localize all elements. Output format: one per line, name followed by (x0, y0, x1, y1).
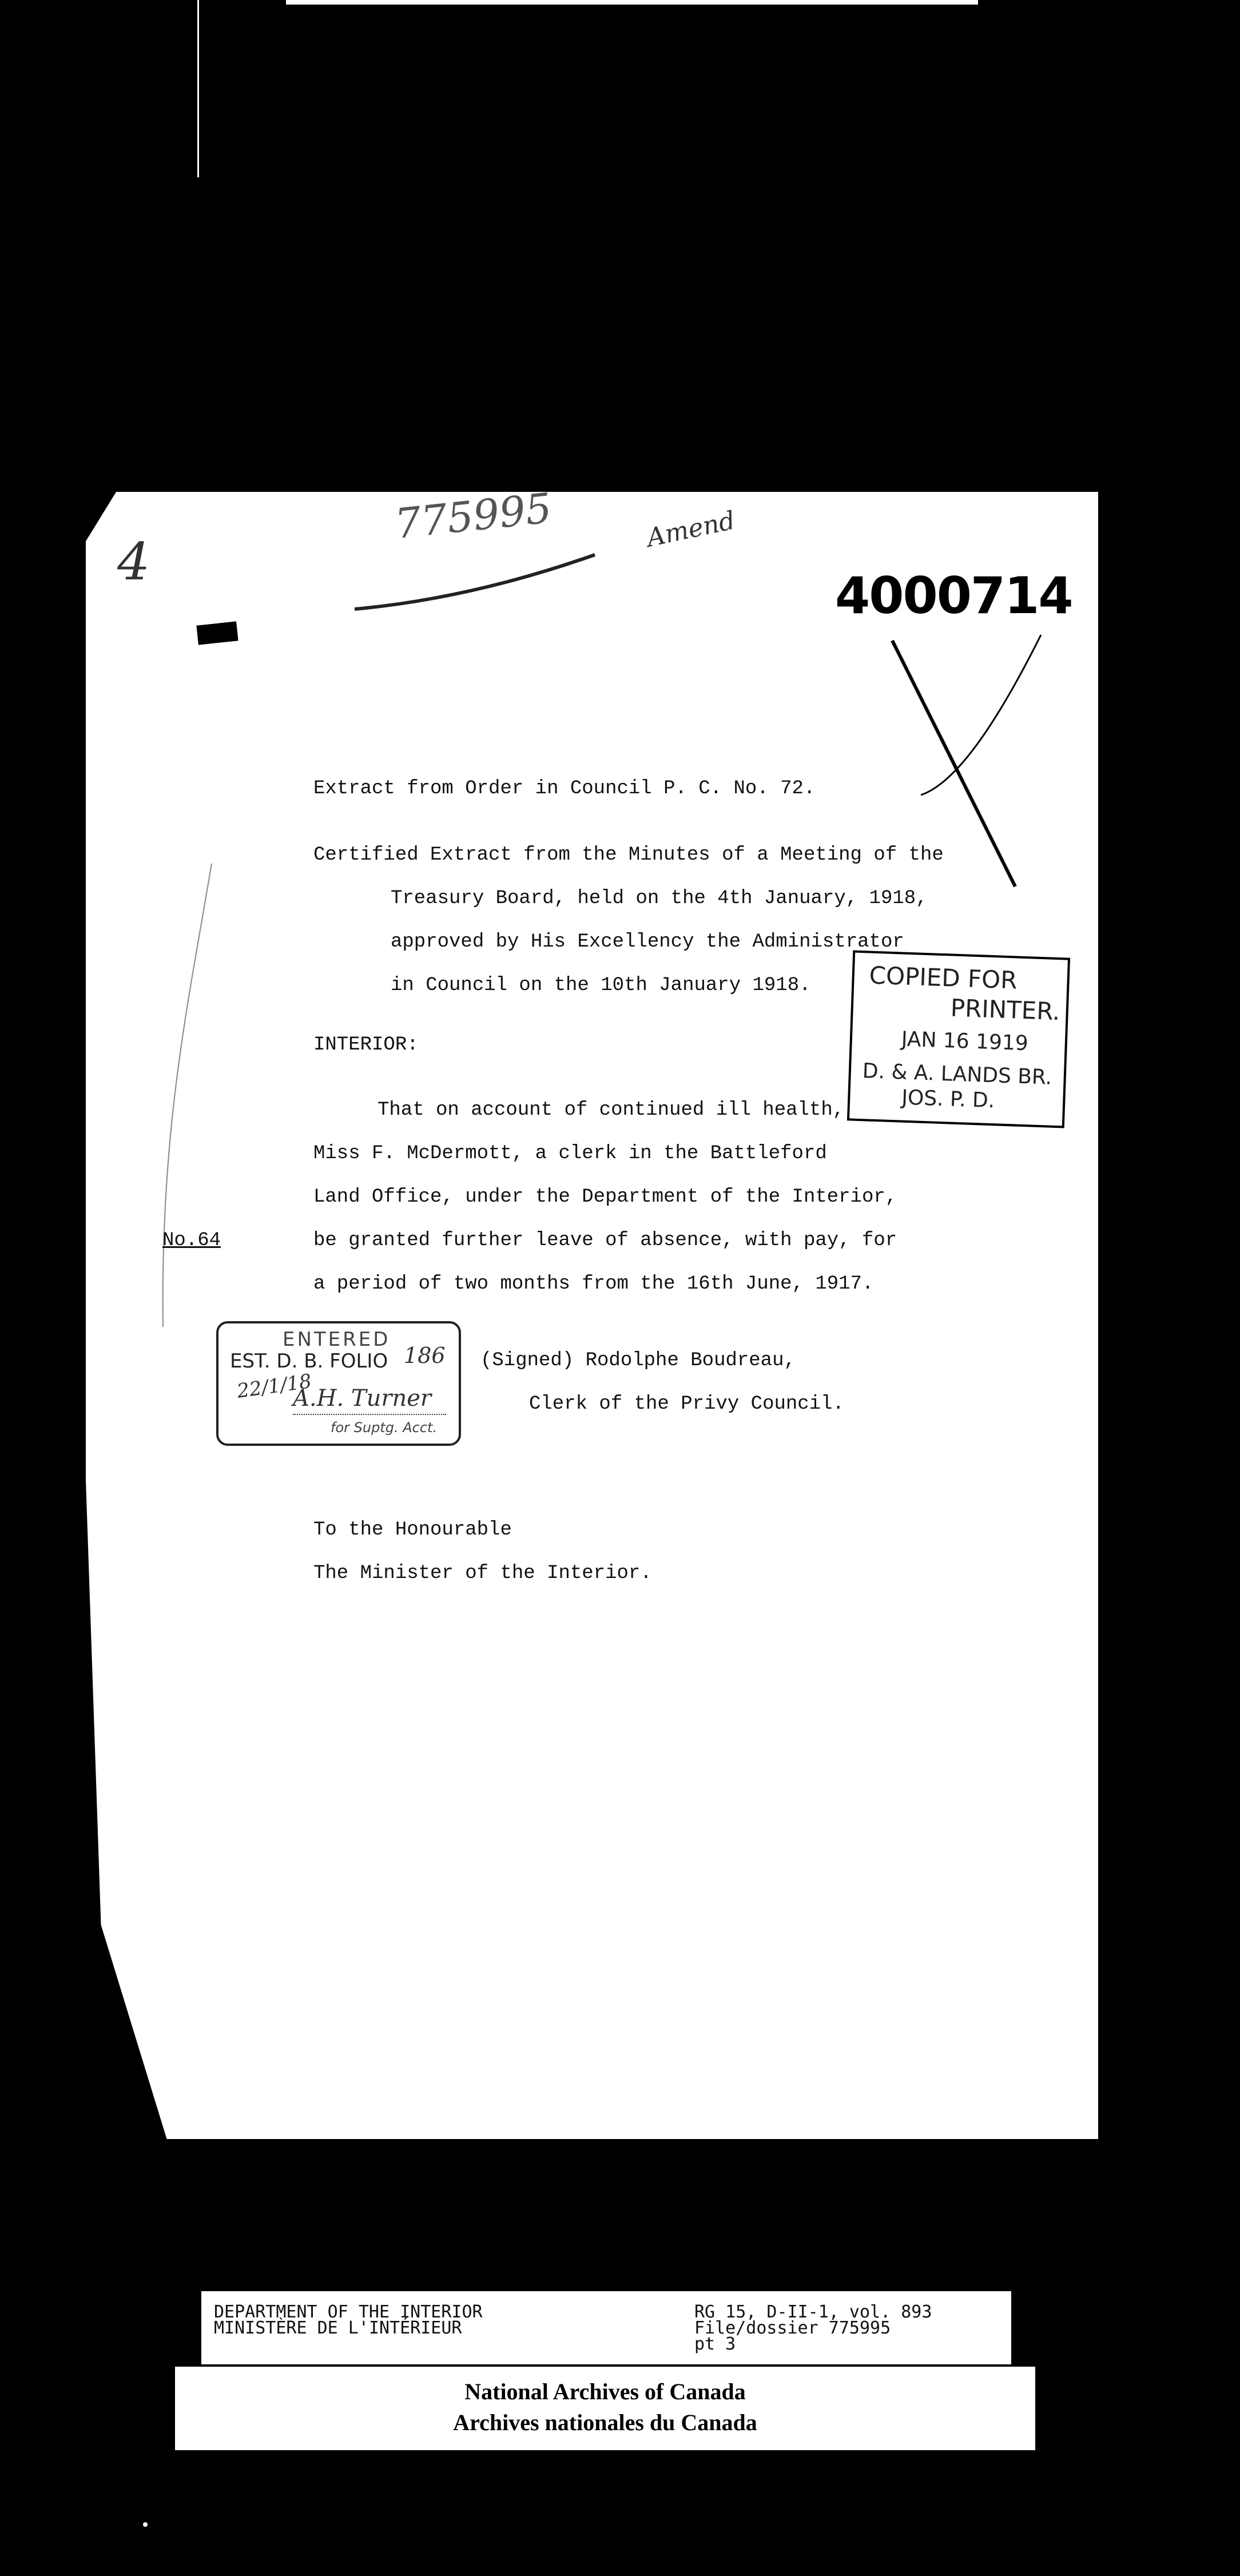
copied-stamp-line-3: D. & A. LANDS BR. (862, 1059, 1052, 1090)
archive-part-ref: pt 3 (694, 2334, 736, 2354)
body-line-4: be granted further leave of absence, with pay, for (313, 1230, 897, 1251)
entered-stamp (216, 1321, 461, 1446)
margin-pencil-stroke (137, 858, 229, 1333)
entered-stamp-line: EST. D. B. FOLIO (230, 1350, 388, 1373)
margin-reference: No.64 (162, 1230, 221, 1251)
copied-stamp-line-2: PRINTER. (950, 993, 1061, 1026)
document-heading: Extract from Order in Council P. C. No. 72. (313, 778, 816, 800)
archive-reference-bar (201, 2291, 1011, 2364)
archive-file-ref: File/dossier 775995 (694, 2318, 891, 2338)
punch-hole-mark (196, 621, 238, 645)
archive-dept-en: DEPARTMENT OF THE INTERIOR (214, 2302, 483, 2322)
body-line-1: That on account of continued ill health, (377, 1099, 845, 1121)
certified-line-4: in Council on the 10th January 1918. (391, 975, 811, 996)
scribble-handwritten: Amend (644, 506, 738, 553)
scan-edge-mark (197, 0, 199, 177)
copied-for-printer-stamp (847, 950, 1070, 1128)
address-line-2: The Minister of the Interior. (313, 1563, 652, 1584)
archive-dept-fr: MINISTÈRE DE L'INTÉRIEUR (214, 2318, 462, 2338)
body-line-3: Land Office, under the Department of the Interior, (313, 1186, 897, 1208)
copied-stamp-line-4: JOS. P. D. (901, 1086, 995, 1113)
certified-line-1: Certified Extract from the Minutes of a Meeting of the (313, 844, 944, 866)
entered-stamp-title: ENTERED (283, 1328, 391, 1351)
certified-line-2: Treasury Board, held on the 4th January, 1918, (391, 888, 928, 909)
address-line-1: To the Honourable (313, 1519, 512, 1541)
pen-stroke-mark (349, 543, 606, 618)
entered-stamp-rule (293, 1414, 446, 1415)
entered-stamp-folio: 186 (404, 1343, 446, 1368)
body-line-2: Miss F. McDermott, a clerk in the Battleford (313, 1143, 827, 1164)
entered-stamp-date: 22/1/18 (235, 1370, 313, 1403)
stamp-number: 4000714 (835, 566, 1072, 625)
copied-stamp-date: JAN 16 1919 (901, 1027, 1029, 1056)
entered-stamp-signature: A.H. Turner (293, 1385, 432, 1412)
file-number-handwritten: 775995 (392, 483, 554, 548)
body-line-5: a period of two months from the 16th June, 1917. (313, 1273, 874, 1295)
archives-label-en: National Archives of Canada (464, 2379, 746, 2404)
scan-top-strip (286, 0, 978, 5)
scan-dust-mark (143, 2522, 148, 2527)
signed-title: Clerk of the Privy Council. (529, 1393, 844, 1415)
archive-rg-ref: RG 15, D-II-1, vol. 893 (694, 2302, 932, 2322)
department-label: INTERIOR: (313, 1034, 419, 1056)
archives-label-fr: Archives nationales du Canada (453, 2410, 757, 2435)
certified-line-3: approved by His Excellency the Administrator (391, 931, 904, 953)
copied-stamp-line-1: COPIED FOR (868, 961, 1018, 995)
signed-line: (Signed) Rodolphe Boudreau, (480, 1350, 796, 1372)
entered-stamp-footer: for Suptg. Acct. (331, 1420, 438, 1436)
margin-number-handwritten: 4 (117, 532, 150, 592)
archives-label (175, 2367, 1035, 2450)
